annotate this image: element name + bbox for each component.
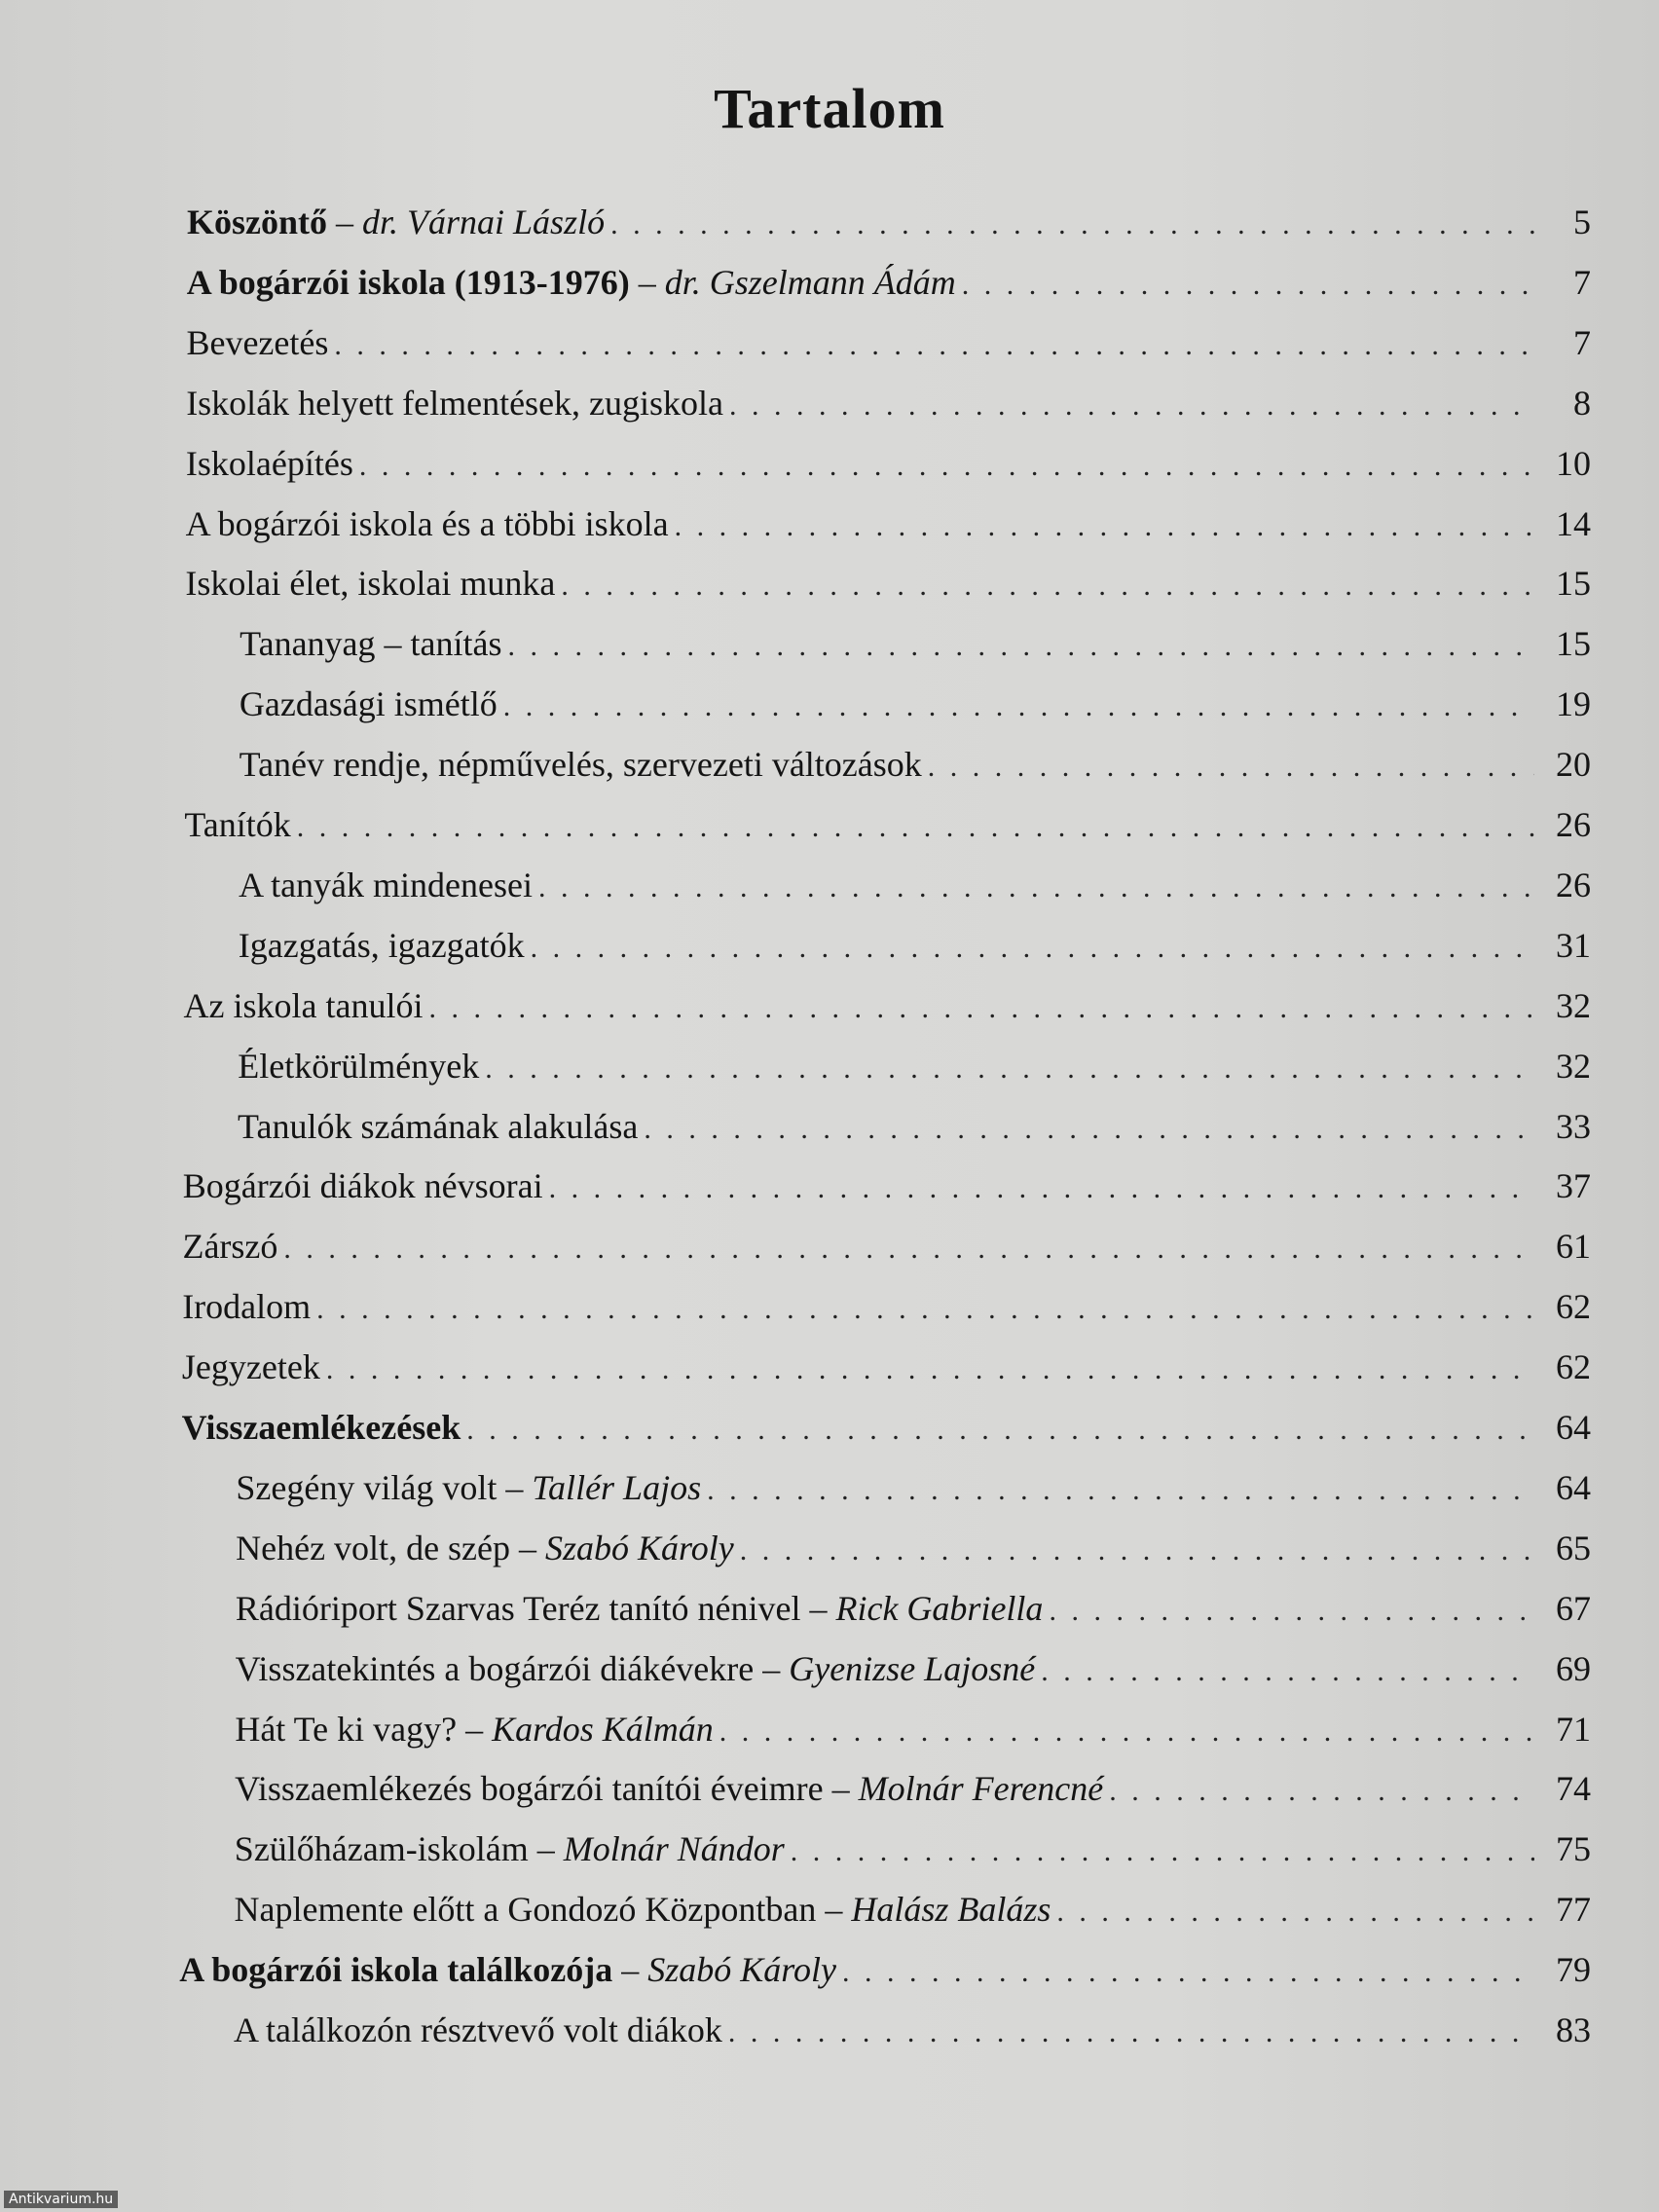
toc-entry-label	[182, 1343, 320, 1391]
toc-entry	[187, 198, 1591, 246]
toc-entry-label	[235, 1885, 1051, 1934]
toc-dot-leader	[922, 743, 1534, 792]
toc-entry	[183, 1161, 1591, 1210]
toc-entry-title: Nehéz volt, de szép	[236, 1528, 511, 1567]
toc-entry-separator: –	[497, 1467, 533, 1507]
toc-entry-label	[240, 740, 922, 789]
toc-entry-author: Tallér Lajos	[532, 1467, 702, 1507]
toc-entry-label	[235, 1705, 713, 1753]
toc-entry	[240, 619, 1591, 668]
toc-entry	[234, 2006, 1591, 2054]
toc-entry-label	[186, 379, 723, 427]
toc-entry	[236, 1463, 1591, 1512]
toc-page-number: 67	[1555, 1588, 1591, 1628]
toc-entry-author: Halász Balázs	[851, 1890, 1051, 1930]
toc-dot-leader	[1035, 1647, 1534, 1696]
toc-dot-leader	[836, 1948, 1534, 1997]
toc-page-number: 32	[1555, 985, 1591, 1025]
toc-dot-leader	[723, 382, 1534, 430]
toc-dot-leader	[734, 1527, 1534, 1575]
toc-entry-title: Szülőházam-iskolám	[234, 1829, 529, 1869]
toc-entry-label	[240, 619, 501, 668]
toc-page-number: 10	[1555, 443, 1591, 483]
toc-entry-label	[186, 439, 353, 488]
toc-page-number: 15	[1555, 624, 1591, 664]
toc-dot-leader	[555, 562, 1534, 610]
toc-entry	[235, 1705, 1591, 1753]
toc-entry-separator: –	[754, 1648, 790, 1688]
toc-entry-title: Visszaemlékezések	[181, 1408, 461, 1447]
toc-page-number: 71	[1555, 1709, 1591, 1749]
toc-page-number: 33	[1556, 1106, 1591, 1146]
toc-entry-label	[236, 1584, 1044, 1633]
toc-entry-title: Tanítók	[184, 805, 291, 844]
toc-dot-leader	[956, 261, 1534, 310]
toc-entry-separator: –	[816, 1890, 852, 1930]
toc-entry	[179, 1945, 1591, 1994]
toc-entry-title: Igazgatás, igazgatók	[238, 925, 525, 965]
toc-entry-label	[236, 1644, 1036, 1693]
toc-page-number: 61	[1555, 1227, 1591, 1267]
toc-entry-title: Visszatekintés a bogárzói diákévekre	[235, 1648, 755, 1688]
toc-entry-title: Tanév rendje, népművelés, szervezeti változások	[239, 745, 922, 785]
toc-entry-title: Tanulók számának alakulása	[238, 1106, 639, 1146]
toc-entry-title: Iskolai élet, iskolai munka	[185, 564, 556, 604]
toc-entry-label	[186, 499, 669, 548]
toc-entry-title: Bevezetés	[186, 322, 329, 362]
toc-page-number: 32	[1555, 1046, 1591, 1086]
toc-entry-label	[238, 1102, 638, 1151]
toc-entry	[236, 1644, 1591, 1693]
toc-entry-separator: –	[327, 203, 362, 241]
toc-entry-title: Irodalom	[182, 1287, 312, 1327]
toc-entry-title: Tananyag – tanítás	[240, 624, 502, 664]
toc-entry-label	[187, 258, 956, 307]
toc-entry-label	[235, 1764, 1103, 1813]
toc-dot-leader	[311, 1285, 1534, 1334]
toc-entry-label	[238, 1042, 479, 1090]
toc-page-number: 64	[1555, 1467, 1591, 1507]
toc-dot-leader	[461, 1406, 1534, 1455]
toc-page-number: 77	[1555, 1890, 1591, 1930]
toc-entry-label	[235, 1825, 785, 1873]
toc-entry-author: dr. Várnai László	[362, 203, 606, 241]
toc-entry-label	[239, 861, 533, 909]
page-title: Tartalom	[714, 77, 945, 140]
toc-page-number: 62	[1555, 1287, 1591, 1327]
toc-page-number: 7	[1572, 262, 1591, 302]
toc-entry	[186, 439, 1591, 488]
toc-entry	[236, 1584, 1591, 1633]
toc-entry	[184, 800, 1591, 849]
toc-entry	[187, 258, 1591, 307]
toc-dot-leader	[479, 1045, 1534, 1093]
toc-entry-title: Visszaemlékezés bogárzói tanítói éveimre	[235, 1769, 824, 1809]
toc-entry	[240, 680, 1591, 728]
toc-entry	[236, 1524, 1591, 1572]
toc-entry	[235, 1764, 1591, 1813]
toc-entry-separator: –	[629, 262, 665, 302]
toc-dot-leader	[320, 1346, 1534, 1394]
toc-dot-leader	[502, 622, 1534, 671]
toc-entry-label	[187, 198, 605, 246]
toc-entry-separator: –	[800, 1588, 836, 1628]
toc-page-number: 7	[1572, 322, 1591, 362]
toc-page-number: 75	[1555, 1829, 1591, 1869]
toc-entry-label	[182, 1222, 277, 1271]
toc-dot-leader	[785, 1827, 1534, 1876]
toc-entry	[186, 379, 1591, 427]
toc-page-number: 64	[1555, 1408, 1591, 1447]
toc-entry-title: Bogárzói diákok névsorai	[182, 1166, 543, 1206]
toc-entry-title: Iskolaépítés	[185, 443, 353, 483]
toc-entry	[185, 559, 1591, 608]
toc-dot-leader	[498, 682, 1534, 731]
toc-entry-author: Gyenizse Lajosné	[789, 1648, 1036, 1688]
toc-entry-label	[184, 981, 424, 1030]
toc-entry-label	[239, 921, 525, 970]
toc-entry-author: Szabó Károly	[647, 1950, 836, 1990]
toc-dot-leader	[638, 1105, 1534, 1154]
toc-dot-leader	[277, 1225, 1534, 1273]
toc-entry-label	[240, 680, 498, 728]
toc-entry	[184, 981, 1591, 1030]
toc-entry-author: Molnár Nándor	[563, 1829, 785, 1869]
toc-entry-label	[182, 1403, 461, 1452]
toc-entry-title: A bogárzói iskola és a többi iskola	[185, 503, 669, 543]
toc-page-number: 14	[1555, 503, 1591, 543]
toc-dot-leader	[605, 201, 1534, 249]
toc-entry-title: A találkozón résztvevő volt diákok	[234, 2010, 722, 2049]
toc-dot-leader	[1103, 1767, 1534, 1816]
toc-dot-leader	[353, 442, 1534, 491]
toc-dot-leader	[1043, 1587, 1534, 1636]
toc-dot-leader	[423, 984, 1534, 1033]
toc-page-number: 79	[1555, 1950, 1591, 1990]
toc-entry-separator: –	[528, 1829, 564, 1869]
toc-page-number: 26	[1555, 865, 1591, 904]
toc-entry	[239, 921, 1591, 970]
toc-dot-leader	[525, 924, 1534, 973]
toc-page-number: 5	[1573, 203, 1591, 241]
toc-entry-author: Rick Gabriella	[835, 1588, 1044, 1628]
toc-entry-separator: –	[457, 1709, 493, 1749]
toc-dot-leader	[669, 502, 1534, 551]
toc-entry-title: A bogárzói iskola találkozója	[179, 1950, 613, 1990]
toc-entry	[182, 1403, 1591, 1452]
toc-entry-title: Zárszó	[182, 1227, 278, 1267]
toc-entry-label	[183, 1161, 543, 1210]
toc-page-number: 37	[1555, 1166, 1591, 1206]
watermark: Antikvarium.hu	[4, 2191, 118, 2208]
toc-entry-title: A tanyák mindenesei	[239, 865, 533, 904]
toc-entry-author: Szabó Károly	[545, 1528, 734, 1567]
toc-entry-title: Iskolák helyett felmentések, zugiskola	[186, 383, 724, 423]
toc-dot-leader	[543, 1164, 1534, 1213]
toc-entry-author: dr. Gszelmann Ádám	[664, 262, 956, 302]
toc-dot-leader	[291, 803, 1534, 852]
toc-entry-label	[236, 1524, 734, 1572]
toc-entry	[235, 1885, 1591, 1934]
toc-page-number: 83	[1556, 2010, 1591, 2049]
toc-entry-label	[236, 1463, 701, 1512]
toc-dot-leader	[1051, 1888, 1534, 1936]
toc-entry-title: A bogárzói iskola (1913-1976)	[186, 262, 630, 302]
toc-entry-separator: –	[612, 1950, 648, 1990]
toc-entry	[182, 1343, 1591, 1391]
toc-page-number: 62	[1555, 1347, 1591, 1387]
toc-entry-label	[179, 1945, 836, 1994]
toc-page-number: 8	[1572, 383, 1591, 423]
toc-entry-title: Köszöntő	[187, 203, 327, 241]
toc-entry-author: Kardos Kálmán	[492, 1709, 714, 1749]
toc-page-number: 20	[1555, 745, 1591, 785]
toc-page-number: 69	[1555, 1648, 1591, 1688]
toc-entry	[182, 1282, 1591, 1331]
toc-page-number: 19	[1555, 684, 1591, 724]
toc-entry-label	[185, 559, 555, 608]
toc-entry-title: Jegyzetek	[181, 1347, 320, 1387]
toc-entry	[238, 1102, 1591, 1151]
toc-entry-label	[234, 2006, 722, 2054]
toc-entry-label	[182, 1282, 311, 1331]
toc-entry	[235, 1825, 1591, 1873]
toc-entry-label	[184, 800, 290, 849]
toc-entry	[240, 740, 1591, 789]
toc-entry-separator: –	[510, 1528, 546, 1567]
toc-entry-author: Molnár Ferencné	[858, 1769, 1104, 1809]
toc-page-number: 74	[1555, 1769, 1591, 1809]
toc-page-number: 65	[1555, 1528, 1591, 1567]
toc-entry	[239, 861, 1591, 909]
toc-entry-title: Életkörülmények	[238, 1046, 480, 1086]
toc-entry-title: Gazdasági ismétlő	[239, 684, 498, 724]
toc-dot-leader	[533, 864, 1534, 912]
toc-dot-leader	[722, 2009, 1534, 2057]
toc-entry-title: Az iskola tanulói	[183, 985, 424, 1025]
toc-entry-label	[186, 318, 328, 367]
toc-page-number: 15	[1555, 564, 1591, 604]
toc-entry-title: Naplemente előtt a Gondozó Központban	[234, 1890, 817, 1930]
toc-entry-title: Szegény világ volt	[236, 1467, 498, 1507]
toc-entry	[186, 318, 1591, 367]
toc-entry-title: Hát Te ki vagy?	[235, 1709, 458, 1749]
toc-entry	[182, 1222, 1591, 1271]
toc-entry	[238, 1042, 1591, 1090]
toc-entry-title: Rádióriport Szarvas Teréz tanító nénivel	[235, 1588, 801, 1628]
toc-entry	[186, 499, 1591, 548]
toc-dot-leader	[701, 1466, 1534, 1515]
toc-dot-leader	[714, 1708, 1534, 1756]
toc-page-number: 31	[1555, 925, 1591, 965]
toc-entry-separator: –	[823, 1769, 859, 1809]
toc-page-number: 26	[1555, 805, 1591, 844]
toc-dot-leader	[328, 321, 1534, 370]
